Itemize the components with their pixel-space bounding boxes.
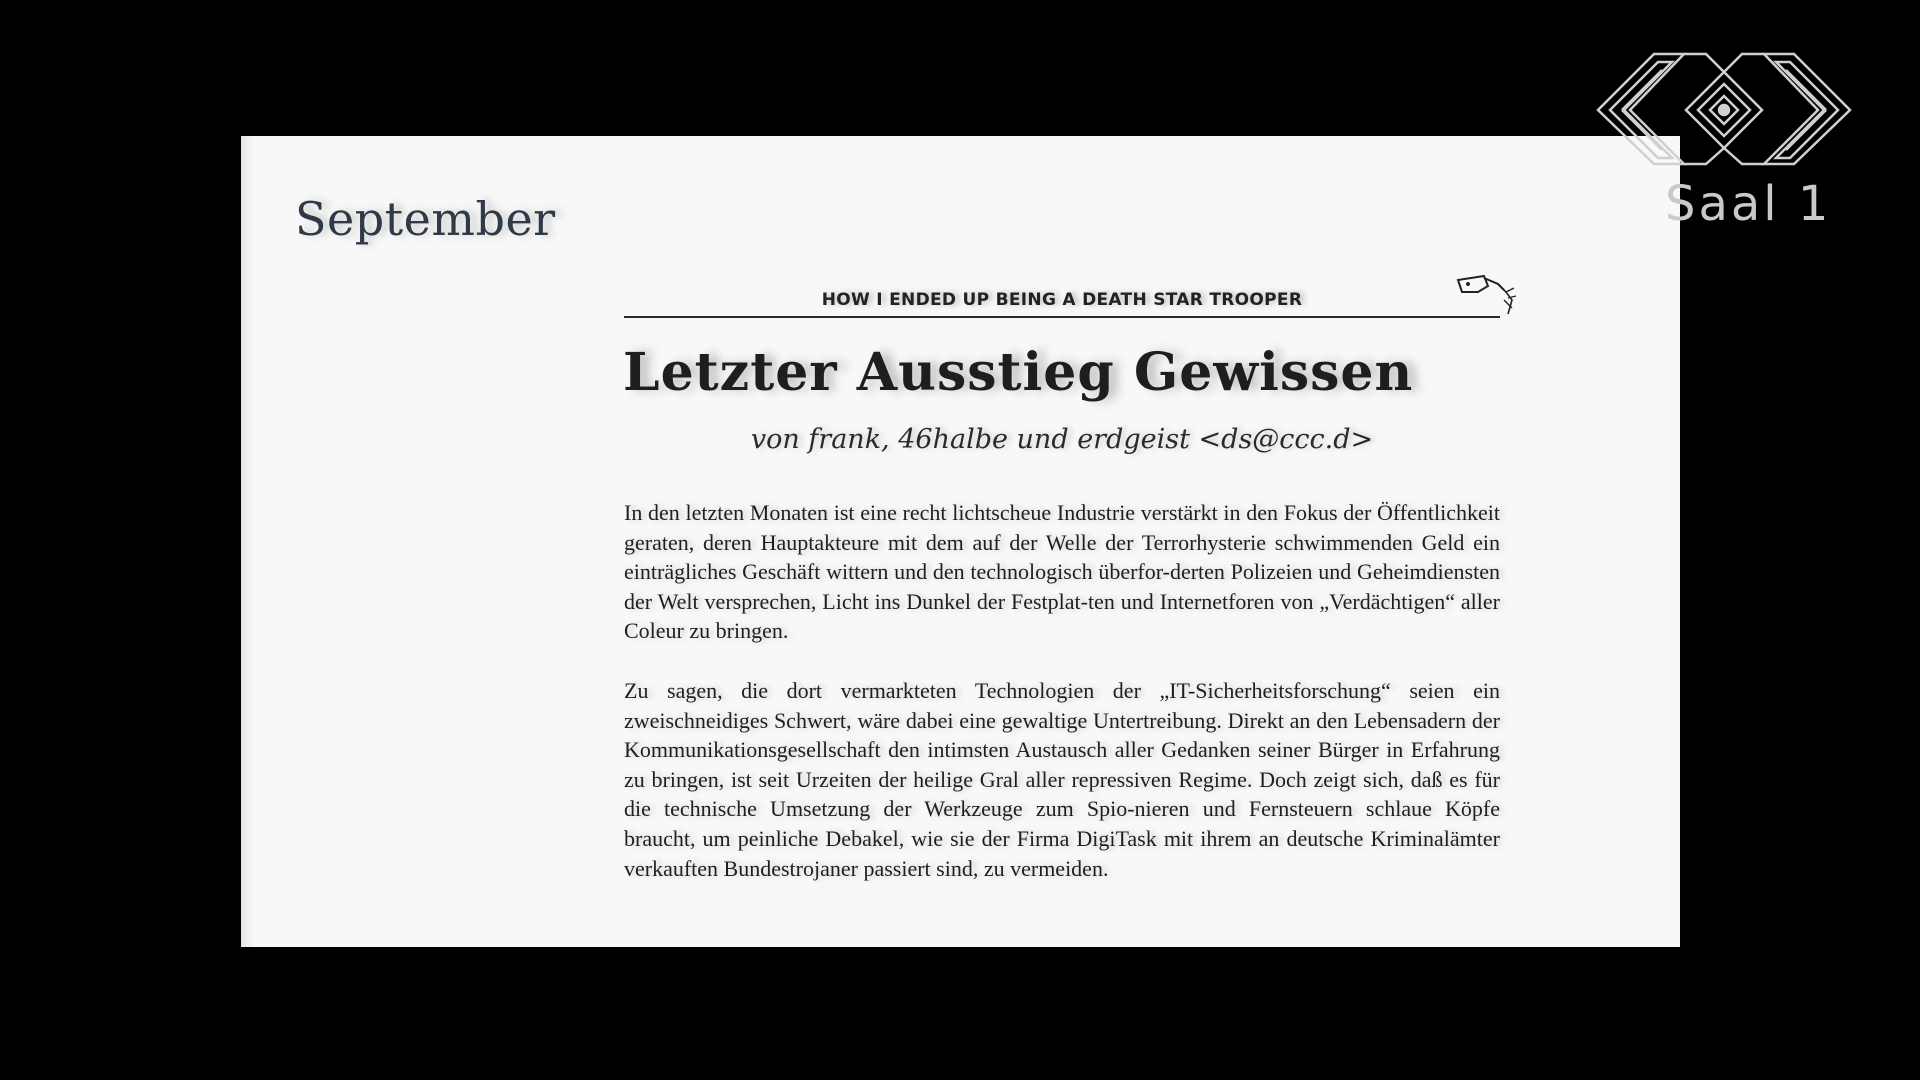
room-label: Saal 1 bbox=[1665, 176, 1832, 232]
ccc-geometric-logo-icon bbox=[1596, 52, 1852, 168]
presentation-slide bbox=[241, 136, 1680, 947]
running-head-text: HOW I ENDED UP BEING A DEATH STAR TROOPER bbox=[821, 290, 1303, 310]
slide-month-label: September bbox=[295, 192, 556, 246]
stormtrooper-blaster-icon bbox=[1454, 270, 1526, 320]
article-byline: von frank, 46halbe und erdgeist <ds@ccc.d> bbox=[750, 424, 1374, 455]
slide-edge-shadow bbox=[241, 136, 255, 947]
article-headline: Letzter Ausstieg Gewissen bbox=[623, 342, 1414, 403]
running-head bbox=[624, 286, 1500, 318]
article-paragraph-1: In den letzten Monaten ist eine recht lichtscheue Industrie verstärkt in den Fokus der Öffentlichkeit geraten, deren Hauptakteure mit dem auf der Welle der Terrorhysterie schwimmenden Geld ein einträgliches Geschäft wittern und den technologisch überfor-derten Polizeien und Geheimdiensten der Welt versprechen, Licht ins Dunkel der Festplat-ten und Internetforen von „Verdächtigen“ aller Coleur zu bringen. bbox=[624, 500, 1500, 644]
article-paragraph-2: Zu sagen, die dort vermarkteten Technologien der „IT-Sicherheitsforschung“ seien ein zweischneidiges Schwert, wäre dabei eine gewaltige Untertreibung. Direkt an den Lebensadern der Kommunikationsgesellschaft den intimsten Austausch aller Gedanken seiner Bürger in Erfahrung zu bringen, ist seit Urzeiten der heilige Gral aller repressiven Regime. Doch zeigt sich, daß es für die technische Umsetzung der Werkzeuge zum Spio-nieren und Fernsteuern schlaue Köpfe braucht, um peinliche Debakel, wie sie der Firma DigiTask mit ihrem an deutsche Kriminalämter verkauften Bundestrojaner passiert sind, zu vermeiden. bbox=[624, 678, 1500, 881]
